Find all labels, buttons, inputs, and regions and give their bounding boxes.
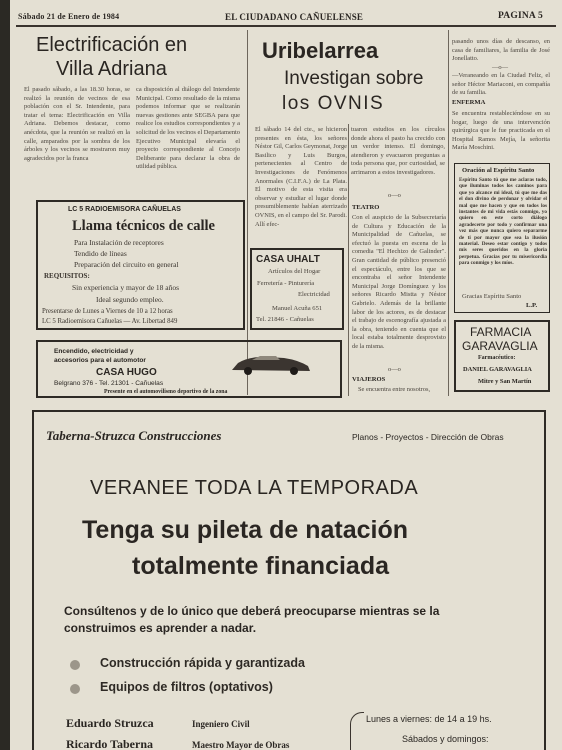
radio-ad-footer: LC 5 Radioemisora Cañuelas — Av. Libertad 849 <box>42 318 178 325</box>
teatro-separator: o—o <box>388 366 401 373</box>
casa-uhalt-line3: Electricidad <box>298 291 330 298</box>
taberna-feature2: Equipos de filtros (optativos) <box>100 680 273 694</box>
viajeros-text: Se encuentra entre nosotros, <box>358 386 431 393</box>
ovnis-col1: El sábado 14 del cte., se hicieron presentes en ésta, los señores Néstor Gil, Carlos Geymonat, Jorge Basilico y Luis Burgos, pertenecientes al Centro de Investigaciones de Fenómenos Anormales (C.I.F.A.) de La Plata. El motivo de esta visita era observar y estudiar el lugar donde presumiblemente habían aterrizado OVNIS, en el campo del Sr. Parodi. Allí efec- <box>255 126 347 228</box>
radio-ad-req2: Ideal segundo empleo. <box>96 295 164 304</box>
right-col-text2: —Veraneando en la Ciudad Feliz, el señor Héctor Mariaconi, en compañía de su familia. <box>452 72 550 97</box>
electrificacion-title-line1: Electrificación en <box>36 34 188 56</box>
ovnis-title-line3: los OVNIS <box>282 93 385 114</box>
radio-ad-line3: Preparación del circuito en general <box>74 260 179 269</box>
oracion-closing: Gracias Espíritu Santo <box>462 293 522 300</box>
taberna-body1: Consúltenos y de lo único que deberá preocuparse mientras se la <box>64 604 440 618</box>
taberna-person2-name: Ricardo Taberna <box>66 737 154 750</box>
taberna-services: Planos - Proyectos - Dirección de Obras <box>352 432 504 442</box>
ovnis-title-line1: Uribelarrea <box>262 38 379 63</box>
taberna-headline3: totalmente financiada <box>132 552 389 580</box>
newspaper-page <box>10 0 562 750</box>
farmacia-label: Farmacéutico: <box>478 355 516 361</box>
taberna-headline1: VERANEE TODA LA TEMPORADA <box>90 477 419 499</box>
taberna-body2: construimos es aprender a nadar. <box>64 621 257 635</box>
casa-uhalt-address: Manuel Acuña 651 <box>272 305 323 312</box>
taberna-person1-name: Eduardo Struzca <box>66 716 154 730</box>
radio-ad-title: Llama técnicos de calle <box>72 218 215 234</box>
casa-hugo-address: Belgrano 376 - Tel. 21301 - Cañuelas <box>54 380 164 387</box>
enferma-text: Se encuentra restableciéndose en su hogar, luego de una intervención quirúrgica que le fue practicada en el Hospital Ramos Mejía, la señorita María Moschini. <box>452 110 550 152</box>
casa-hugo-name: CASA HUGO <box>96 367 157 378</box>
column-divider-3 <box>448 30 449 396</box>
farmacia-address: Mitre y San Martín <box>478 378 532 385</box>
casa-uhalt-name: CASA UHALT <box>256 254 320 265</box>
oracion-initials: L.P. <box>526 302 538 309</box>
viajeros-head: VIAJEROS <box>352 376 386 383</box>
car-illustration <box>228 350 313 378</box>
electrificacion-col2: ca disposición al diálogo del Intendente Municipal. Como resultado de la misma podemos informar que se realizarán nuevas gestiones ante SEGBA para que realice los estudios correspondientes y a solicitud de los vecinos el Departamento Ejecutivo Municipal elevaría el proyecto correspondiente al Concejo Deliberante para declarar la obra de utilidad pública. <box>136 86 240 171</box>
radio-ad-req-label: REQUISITOS: <box>44 272 90 280</box>
casa-uhalt-tel: Tel. 21846 - Cañuelas <box>256 316 314 323</box>
taberna-person1-title: Ingeniero Civil <box>192 719 250 729</box>
casa-hugo-slogan: Presente en el automovilismo deportivo de la zona <box>104 389 228 395</box>
taberna-hours1: Lunes a viernes: de 14 a 19 hs. <box>366 714 492 724</box>
ovnis-col2: tuaron estudios en los círculos donde ahora el pasto ha crecido con un verdor intenso. El domingo, atendieron y evacuaron preguntas a toda persona que, por curiosidad, se arrimaron a estos investigadores. <box>351 126 445 176</box>
header-paper-name: EL CIUDADANO CAÑUELENSE <box>225 12 364 22</box>
ovnis-separator: o—o <box>388 192 401 199</box>
radio-ad-top: LC 5 RADIOEMISORA CAÑUELAS <box>68 206 181 213</box>
taberna-hours2: Sábados y domingos: <box>402 734 489 744</box>
enferma-head: ENFERMA <box>452 99 486 106</box>
header-date: Sábado 21 de Enero de 1984 <box>18 12 120 21</box>
hours-bracket <box>350 712 364 750</box>
taberna-headline2: Tenga su pileta de natación <box>82 516 408 544</box>
taberna-feature1: Construcción rápida y garantizada <box>100 656 305 670</box>
column-divider-2 <box>348 124 349 396</box>
oracion-text: Espíritu Santo tú que me aclaras todo, que iluminas todos los caminos para que yo alcance mi ideal, tú que me das el don divino de perdonar y olvidar el mal que me hacen y que en todos los instantes de mi vida estás conmigo, yo quiero en este corto diálogo agradecerte por todo y confirmar una vez más que nunca quiero separarme de ti por mayor que sea la ilusión material. Deseo estar contigo y todos mis seres queridos en la gloria perpetua. Gracias por tu misericordia para conmigo y los míos. <box>459 177 547 267</box>
header-rule <box>16 25 556 27</box>
oracion-title: Oración al Espíritu Santo <box>462 167 535 174</box>
header-page-number: PAGINA 5 <box>498 11 543 21</box>
feature-bullet-1 <box>70 660 80 670</box>
electrificacion-col1: El pasado sábado, a las 18.30 horas, se realizó la reunión de vecinos de esa población con el Sr. Intendente, para tratar el tema: Electrificación en Villa Adriana. Debemos destacar, como anécdota, que la reunión se realizó en la calle, amparados por la sombra de los árboles y los vecinos se mostraron muy agradecidos por la franca <box>24 86 130 162</box>
radio-ad-present: Presentarse de Lunes a Viernes de 10 a 12 horas <box>42 308 173 315</box>
casa-uhalt-line2: Ferretería - Pinturería <box>257 280 315 287</box>
casa-uhalt-line1: Artículos del Hogar <box>268 268 321 275</box>
right-col-sep1: —o— <box>492 64 508 71</box>
farmacia-name: DANIEL GARAVAGLIA <box>463 366 532 373</box>
teatro-head: TEATRO <box>352 204 380 211</box>
right-col-text1: pasando unos días de descanso, en casa de familiares, la familia de José Jonellatto. <box>452 38 550 63</box>
radio-ad-req1: Sin experiencia y mayor de 18 años <box>72 283 180 292</box>
casa-hugo-line1: Encendido, electricidad y <box>54 348 134 355</box>
radio-ad-line1: Para Instalación de receptores <box>74 238 164 247</box>
radio-ad-line2: Tendido de líneas <box>74 249 127 258</box>
farmacia-line2: GARAVAGLIA <box>462 339 538 353</box>
taberna-brand: Taberna-Struzca Construcciones <box>46 428 222 443</box>
electrificacion-title-line2: Villa Adriana <box>56 58 167 80</box>
farmacia-line1: FARMACIA <box>470 325 532 339</box>
casa-hugo-line2: accesorios para el automotor <box>54 357 146 364</box>
teatro-text: Con el auspicio de la Subsecretaría de Cultura y Educación de la Municipalidad de Cañuelas, se efectuó la puesta en escena de la comedia "El Hechizo de Galinder". Gran cantidad de público presenció el espectáculo, entre los que se encontraba el señor Intendente Municipal Jorge Domínguez y los señores Ricardo Mistta y Néstor Gabrielo. Además de la brillante labor de los actores, es de destacar el trabajo de escenografía ajustada a la obra, teniendo en cuenta que el local estaba totalmente desprovisto de la misma. <box>352 214 446 350</box>
taberna-person2-title: Maestro Mayor de Obras <box>192 740 290 750</box>
feature-bullet-2 <box>70 684 80 694</box>
ovnis-title-line2: Investigan sobre <box>284 68 424 89</box>
